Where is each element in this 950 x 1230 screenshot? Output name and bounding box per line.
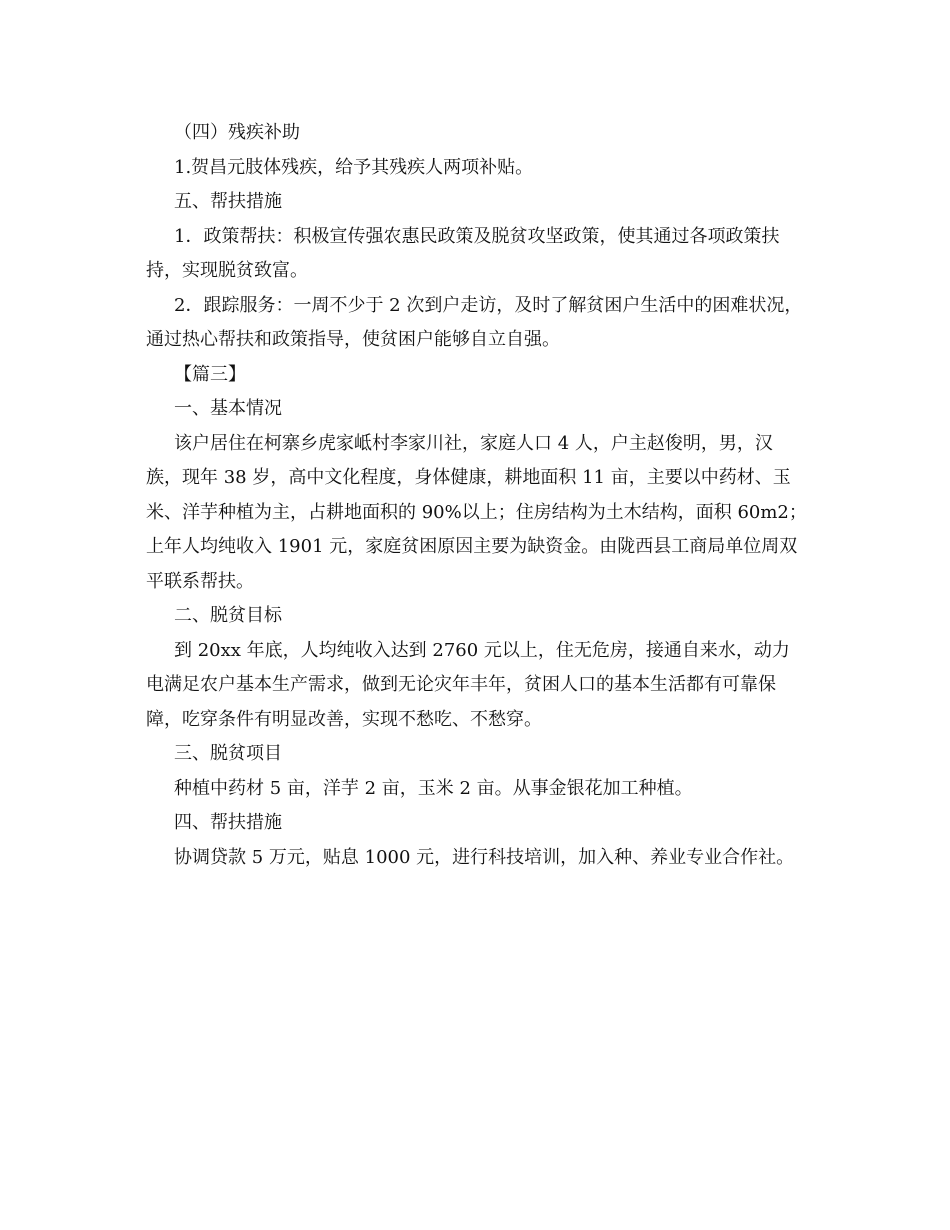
section-heading-poverty-projects: 三、脱贫项目: [174, 743, 282, 764]
paragraph-line: 协调贷款 5 万元，贴息 1000 元，进行科技培训，加入种、养业专业合作社。: [174, 846, 795, 868]
paragraph-line: 障，吃穿条件有明显改善，实现不愁吃、不愁穿。: [146, 708, 542, 730]
paragraph-line: 1.贺昌元肢体残疾，给予其残疾人两项补贴。: [174, 156, 534, 178]
paragraph-line: 2．跟踪服务：一周不少于 2 次到户走访，及时了解贫困户生活中的困难状况，: [174, 294, 803, 316]
document-body: [146, 116, 818, 875]
paragraph-line: 族，现年 38 岁，高中文化程度，身体健康，耕地面积 11 亩，主要以中药材、玉: [146, 467, 791, 488]
paragraph-line: 该户居住在柯寨乡虎家岻村李家川社，家庭人口 4 人，户主赵俊明，男，汉: [174, 432, 773, 454]
paragraph-line: 持，实现脱贫致富。: [146, 260, 308, 281]
paragraph-line: 上年人均纯收入 1901 元，家庭贫困原因主要为缺资金。由陇西县工商局单位周双: [146, 536, 798, 557]
section-heading-support-measures-2: 四、帮扶措施: [174, 812, 282, 833]
paragraph-line: 到 20xx 年底，人均纯收入达到 2760 元以上，住无危房，接通自来水，动力: [174, 639, 790, 661]
paragraph-line: 电满足农户基本生产需求，做到无论灾年丰年，贫困人口的基本生活都有可靠保: [146, 674, 776, 695]
section-heading-support-measures: 五、帮扶措施: [174, 191, 282, 212]
section-heading-disability-subsidy: （四）残疾补助: [174, 122, 300, 143]
chapter-heading: 【篇三】: [174, 363, 246, 385]
paragraph-line: 平联系帮扶。: [146, 570, 254, 592]
paragraph-line: 米、洋芋种植为主，占耕地面积的 90%以上；住房结构为土木结构，面积 60m2；: [146, 501, 807, 523]
section-heading-poverty-goal: 二、脱贫目标: [174, 605, 282, 626]
paragraph-line: 种植中药材 5 亩，洋芋 2 亩，玉米 2 亩。从事金银花加工种植。: [174, 777, 693, 799]
section-heading-basic-info: 一、基本情况: [174, 398, 282, 419]
paragraph-line: 1．政策帮扶：积极宣传强农惠民政策及脱贫攻坚政策，使其通过各项政策扶: [174, 225, 780, 247]
paragraph-line: 通过热心帮扶和政策指导，使贫困户能够自立自强。: [146, 329, 560, 350]
